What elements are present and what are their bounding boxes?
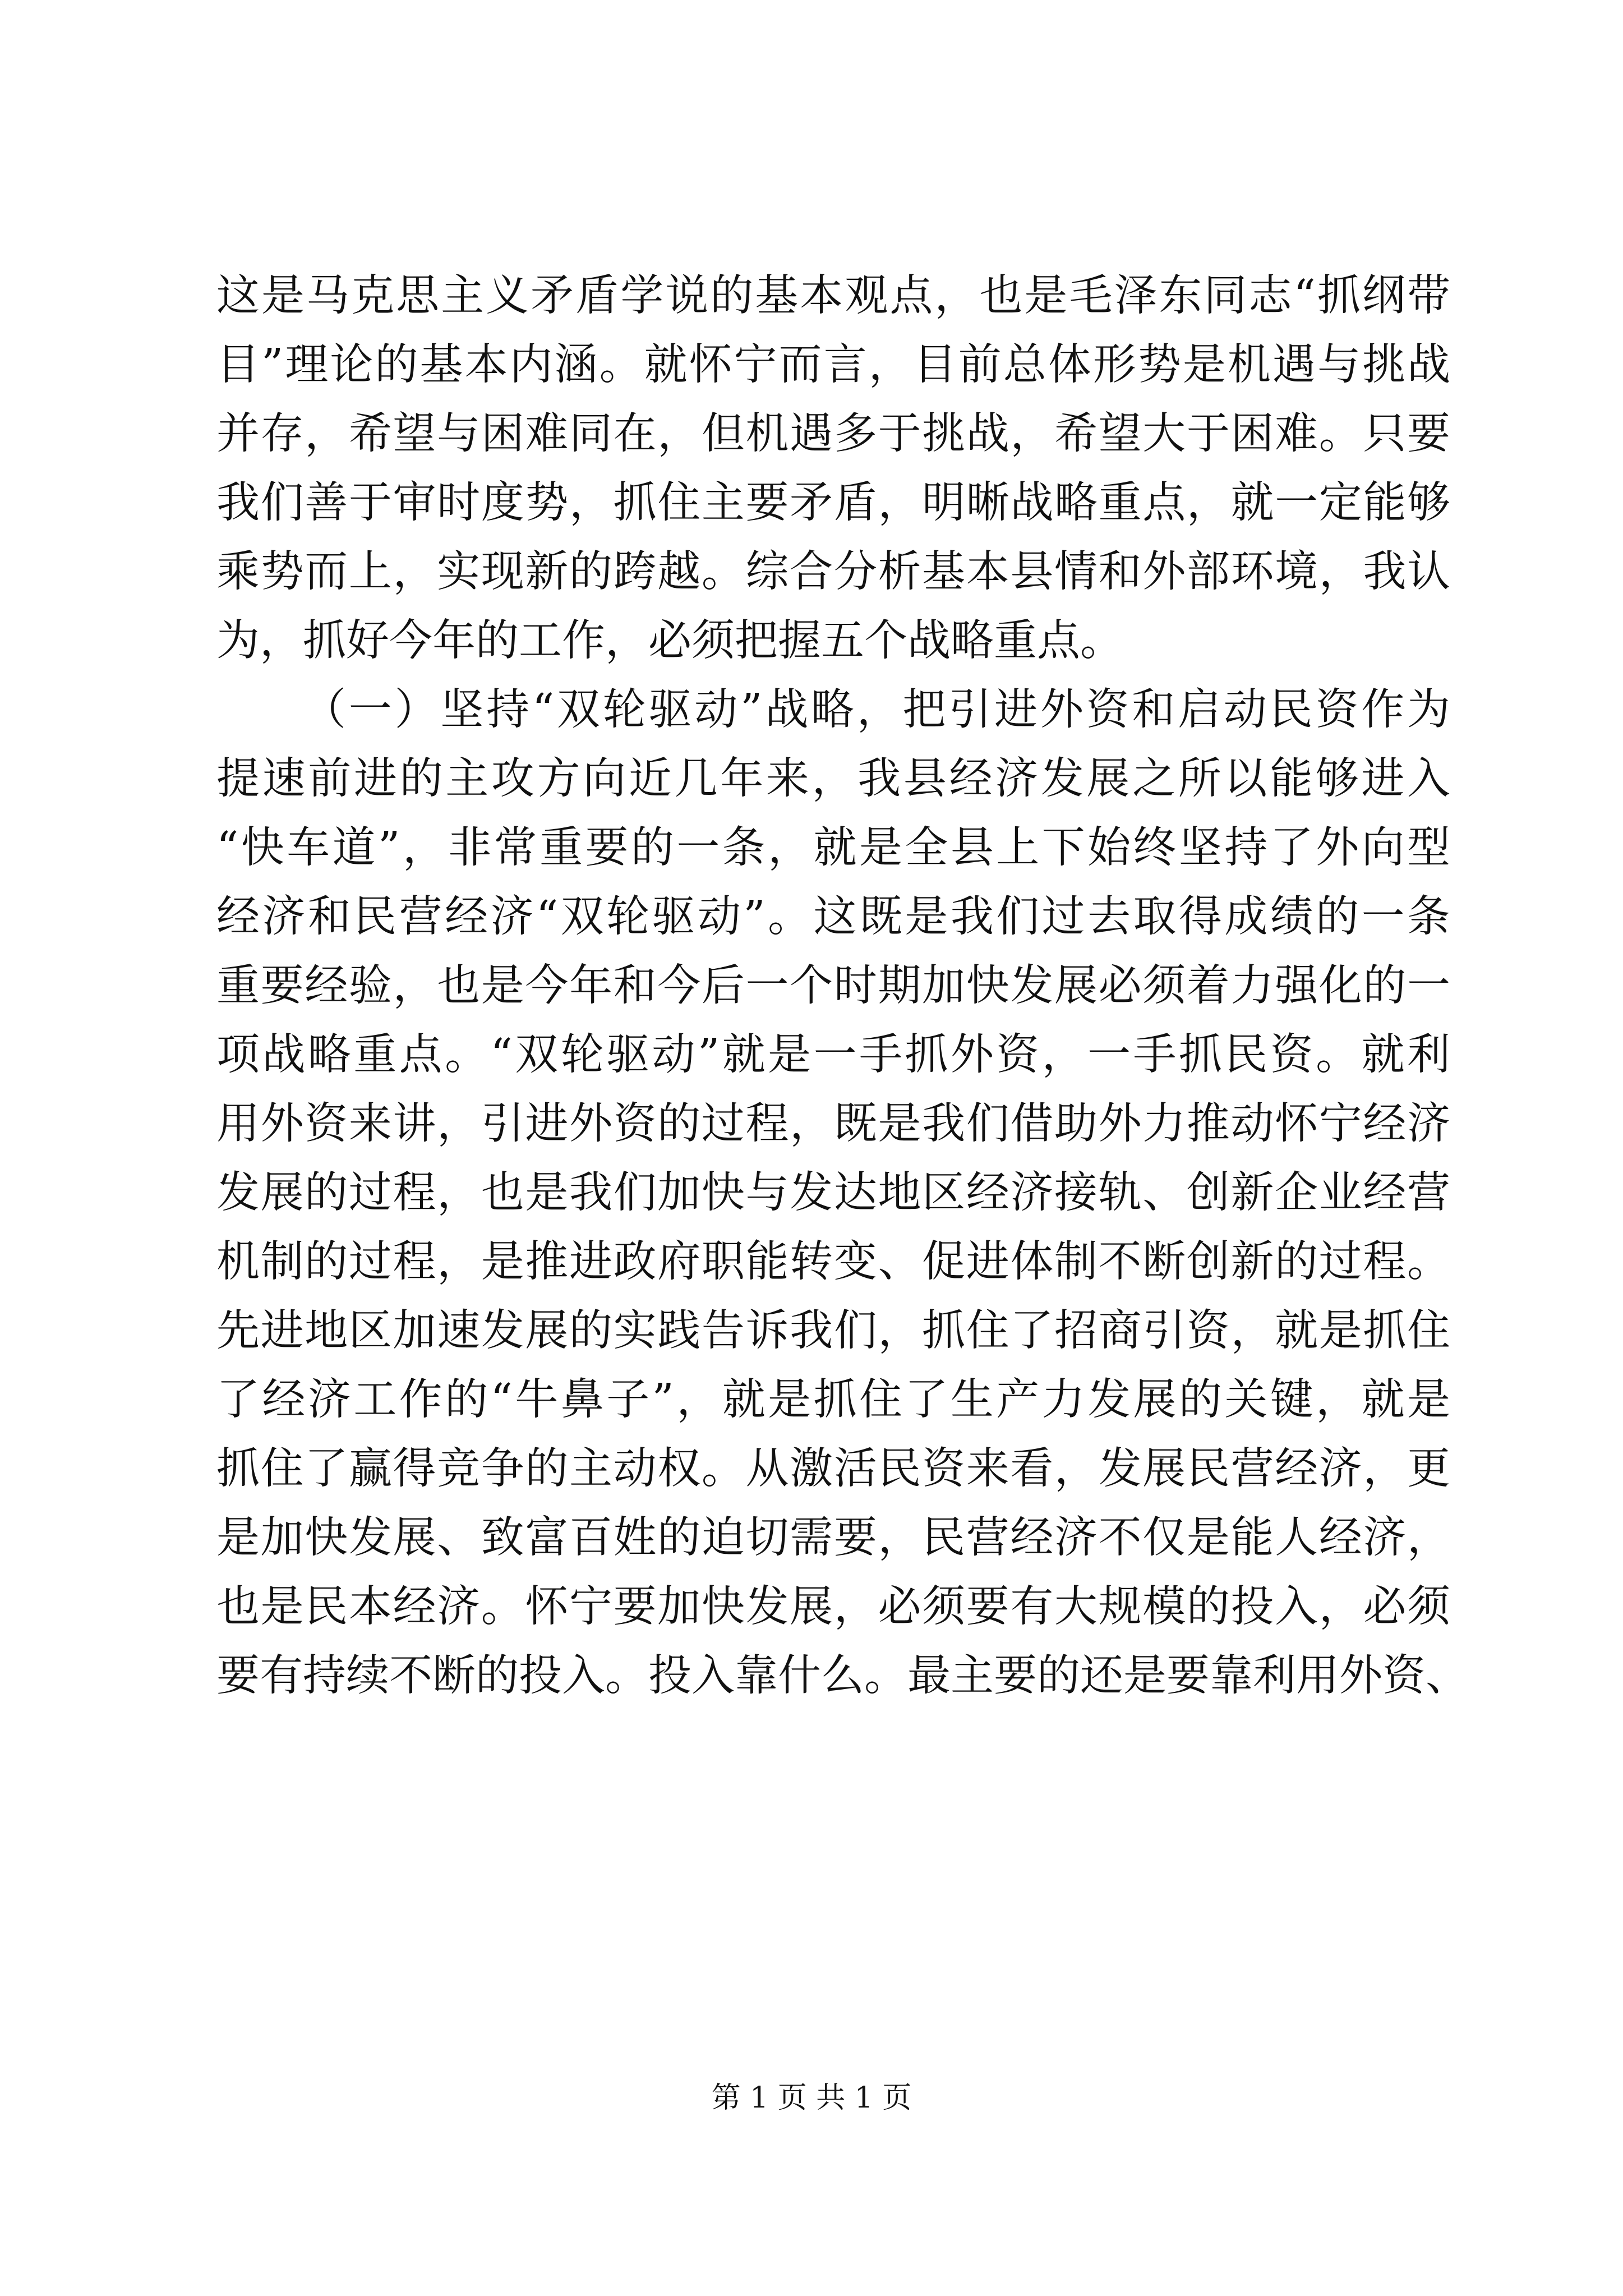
text-line: 也是民本经济。怀宁要加快发展，必须要有大规模的投入，必须 xyxy=(216,1582,1450,1632)
text-line: 发展的过程，也是我们加快与发达地区经济接轨、创新企业经营 xyxy=(216,1168,1450,1218)
text-line: 这是马克思主义矛盾学说的基本观点，也是毛泽东同志“抓纲带 xyxy=(216,271,1450,321)
text-line: 并存，希望与困难同在，但机遇多于挑战，希望大于困难。只要 xyxy=(216,409,1450,459)
text-line: （一）坚持“双轮驱动”战略，把引进外资和启动民资作为 xyxy=(303,685,1450,735)
text-line: 项战略重点。“双轮驱动”就是一手抓外资，一手抓民资。就利 xyxy=(216,1030,1450,1080)
text-line: 我们善于审时度势，抓住主要矛盾，明晰战略重点，就一定能够 xyxy=(216,478,1450,528)
text-line: 经济和民营经济“双轮驱动”。这既是我们过去取得成绩的一条 xyxy=(216,892,1450,942)
text-line: 目”理论的基本内涵。就怀宁而言，目前总体形势是机遇与挑战 xyxy=(216,340,1450,390)
page-number-label: 第 1 页 共 1 页 xyxy=(711,2081,912,2115)
page-footer xyxy=(0,2078,1623,2118)
text-line: 机制的过程，是推进政府职能转变、促进体制不断创新的过程。 xyxy=(216,1237,1450,1287)
text-line: 乘势而上，实现新的跨越。综合分析基本县情和外部环境，我认 xyxy=(216,547,1450,597)
text-line: 用外资来讲，引进外资的过程，既是我们借助外力推动怀宁经济 xyxy=(216,1099,1450,1149)
text-line: 要有持续不断的投入。投入靠什么。最主要的还是要靠利用外资、 xyxy=(216,1651,1469,1701)
text-line: 重要经验，也是今年和今后一个时期加快发展必须着力强化的一 xyxy=(216,961,1450,1011)
text-line: 了经济工作的“牛鼻子”，就是抓住了生产力发展的关键，就是 xyxy=(216,1375,1450,1425)
text-line: 是加快发展、致富百姓的迫切需要，民营经济不仅是能人经济， xyxy=(216,1513,1450,1563)
document-body xyxy=(216,261,1469,1710)
text-line: “快车道”，非常重要的一条，就是全县上下始终坚持了外向型 xyxy=(216,823,1450,873)
text-line: 先进地区加速发展的实践告诉我们，抓住了招商引资，就是抓住 xyxy=(216,1306,1450,1356)
text-line: 提速前进的主攻方向近几年来，我县经济发展之所以能够进入 xyxy=(216,754,1450,804)
text-line: 为，抓好今年的工作，必须把握五个战略重点。 xyxy=(216,616,1123,666)
text-line: 抓住了赢得竞争的主动权。从激活民资来看，发展民营经济，更 xyxy=(216,1444,1450,1494)
